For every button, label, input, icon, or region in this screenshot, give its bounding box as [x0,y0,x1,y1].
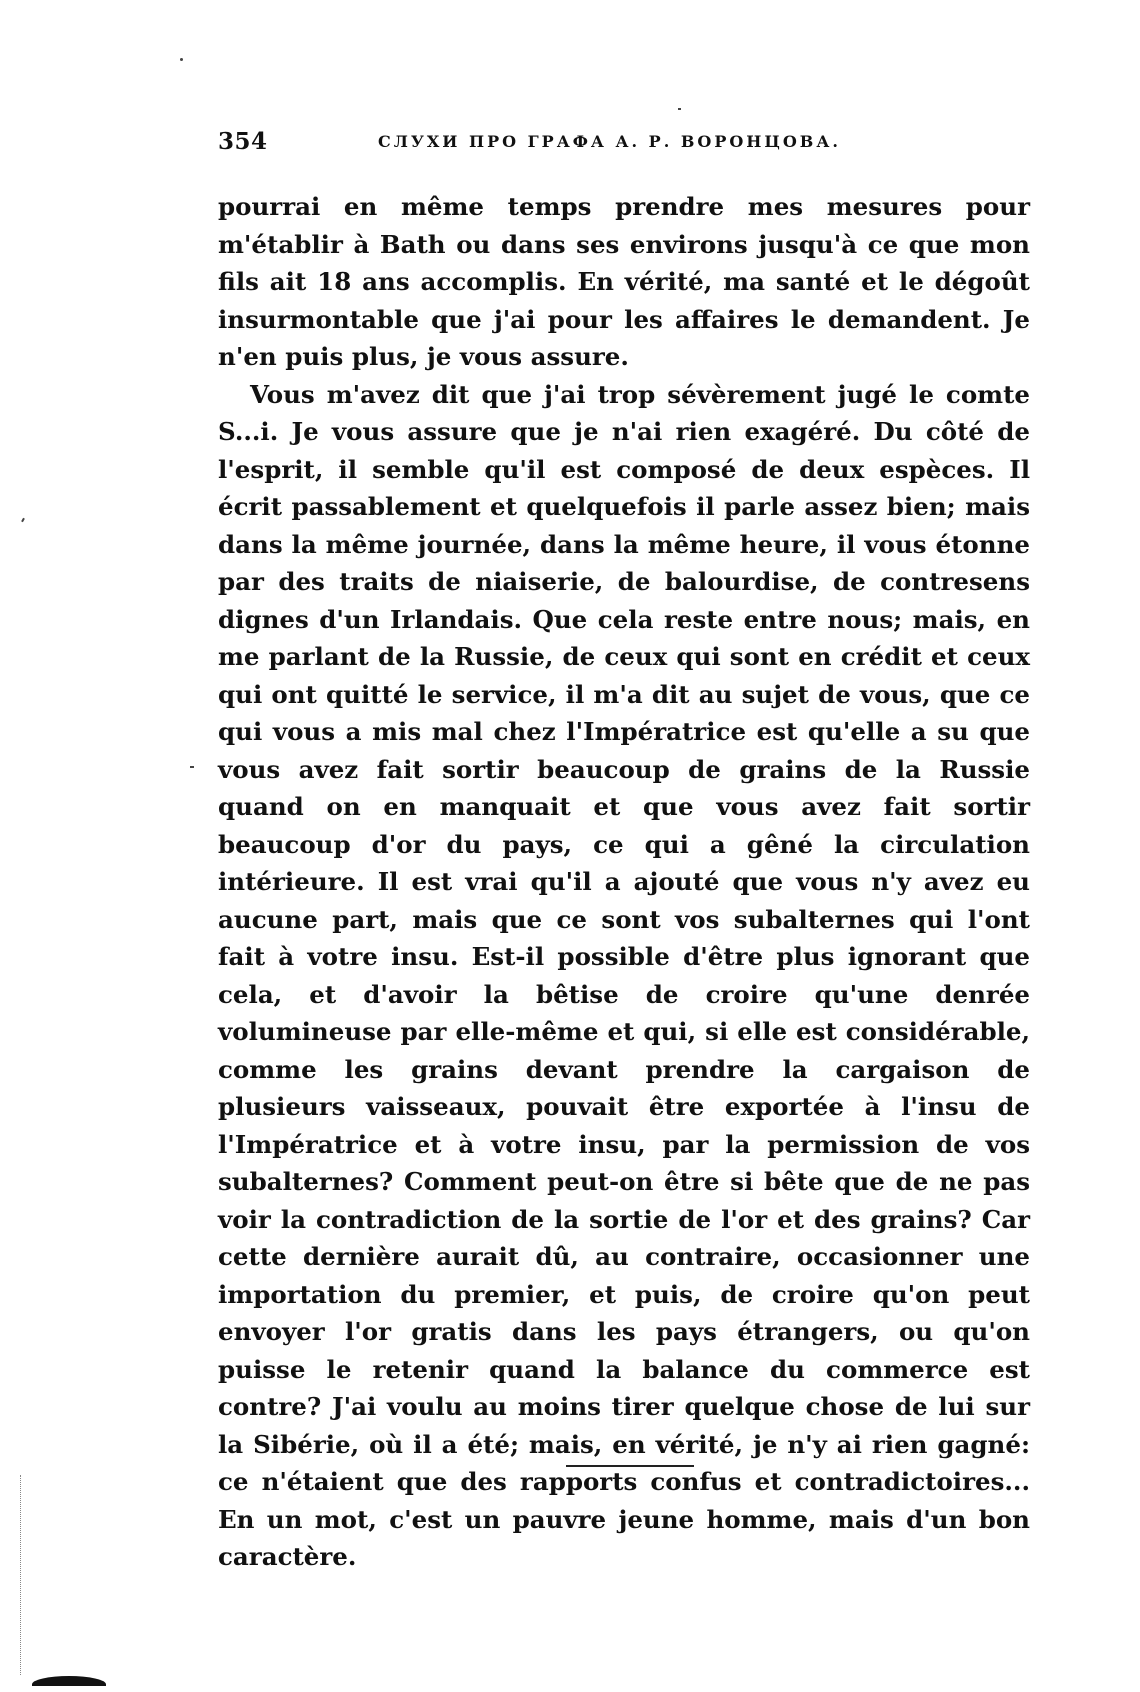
page-header [218,128,1038,162]
scan-speck [21,518,25,522]
scan-margin-line [20,1475,21,1675]
paragraph-continuation: pourrai en même temps prendre mes mesures pour m'établir à Bath ou dans ses environs jusqu'à ce que mon fils ait 18 ans accomplis. En vérité, ma santé et le dégoût insurmontable que j'ai pour les affaires le demandent. Je n'en puis plus, je vous assure. [218,192,1030,371]
page-number: 354 [218,128,268,155]
running-head: СЛУХИ ПРО ГРАФА А. Р. ВОРОНЦОВА. [378,132,841,151]
paragraph: Vous m'avez dit que j'ai trop sévèrement jugé le comte S...i. Je vous assure que je n'ai rien exagéré. Du côté de l'esprit, il semble qu'il est composé de deux espèces. Il écrit passablement et quelquefois il parle assez bien; mais dans la même journée, dans la même heure, il vous étonne par des traits de niaiserie, de balourdise, de contresens dignes d'un Irlandais. Que cela reste entre nous; mais, en me parlant de la Russie, de ceux qui sont en crédit et ceux qui ont quitté le service, il m'a dit au sujet de vous, que ce qui vous a mis mal chez l'Impératrice est qu'elle a su que vous avez fait sortir beaucoup de grains de la Russie quand on en manquait et que vous avez fait sortir beaucoup d'or du pays, ce qui a gêné la circulation intérieure. Il est vrai qu'il a ajouté que vous n'y avez eu aucune part, mais que ce sont vos subalternes qui l'ont fait à votre insu. Est-il possible d'être plus ignorant que cela, et d'avoir la bêtise de croire qu'une denrée volumineuse par elle-même et qui, si elle est considérable, comme les grains devant prendre la cargaison de plusieurs vaisseaux, pouvait être exportée à l'insu de l'Impératrice et à votre insu, par la permission de vos subalternes? Comment peut-on être si bête que de ne pas voir la contradiction de la sortie de l'or et des grains? Car cette dernière aurait dû, au contraire, occasionner une importation du premier, et puis, de croire qu'on peut envoyer l'or gratis dans les pays étrangers, ou qu'on puisse le retenir quand la balance du commerce est contre? J'ai voulu au moins tirer quelque chose de lui sur la Sibérie, où il a été; mais, en vérité, je n'y ai rien gagné: ce n'étaient que des rapports confus et contradictoires... En un mot, c'est un pauvre jeune homme, mais d'un bon caractère. [218,379,1030,1571]
body-text [218,188,1030,1576]
scan-corner-smudge [32,1676,106,1686]
section-end-rule [566,1465,694,1467]
scan-speck [180,58,183,61]
scan-speck [678,108,681,110]
scan-speck [190,766,194,768]
